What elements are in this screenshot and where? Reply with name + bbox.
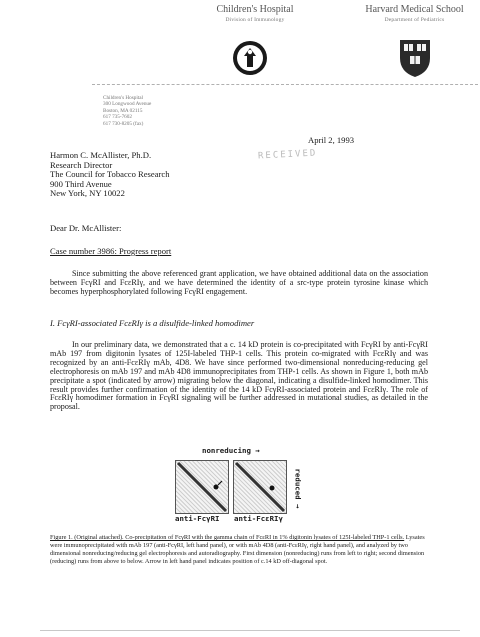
figure-side-label: reduced → bbox=[293, 468, 303, 509]
return-address-line: 300 Longwood Avenue bbox=[103, 101, 152, 108]
return-address-line: Boston, MA 02115 bbox=[103, 107, 143, 114]
right-department: Department of Pediatrics bbox=[384, 17, 445, 23]
recipient-name: Harmon C. McAllister, Ph.D. bbox=[50, 150, 152, 160]
right-institution: Harvard Medical School bbox=[365, 4, 464, 15]
left-division: Division of Immunology bbox=[225, 17, 285, 23]
return-address-line: 617 730-8205 (fax) bbox=[103, 120, 144, 127]
caption-underlined: Figure 1. (Original attached). Co-precipitation of FcγRI with the gamma chain of FcεRI in 1% digitonin lysates of 125I-labeled THP-1 cells. bbox=[50, 534, 405, 541]
figure-right-label: anti-FcεRIγ bbox=[234, 514, 283, 523]
recipient-street: 900 Third Avenue bbox=[50, 178, 112, 189]
recipient-block bbox=[50, 151, 290, 199]
hospital-logo-icon bbox=[232, 40, 268, 76]
figure-caption bbox=[50, 534, 434, 566]
received-stamp: RECEIVED bbox=[257, 148, 318, 162]
recipient-title: Research Director bbox=[50, 159, 113, 170]
footer-divider bbox=[40, 630, 460, 631]
letterhead-divider bbox=[92, 84, 478, 85]
section-heading: I. FcγRI-associated FcεRIγ is a disulfide-linked homodimer bbox=[50, 318, 255, 328]
recipient-org: The Council for Tobacco Research bbox=[50, 169, 170, 180]
gel-panel-left bbox=[175, 460, 229, 514]
section-paragraph: In our preliminary data, we demonstrated that a c. 14 kD protein is co-precipitated with FcγRI by anti-FcγRI mAb 197 from digitonin lysates of 125I-labeled THP-1 cells. This protein co-migrated with FcεRIγ and was recognized by an anti-FcεRIγ mAb, 4D8. We have since performed two-dimensional nonreducing-reducing gel electrophoresis on mAb 197 and mAb 4D8 immunoprecipitates from THP-1 cells. As shown in Figure 1, both mAb precipitate a spot (indicated by arrow) migrating below the diagonal, indicating a disulfide-linked homodimer. This result provides further confirmation of the identity of the 14 kD FcγRI-associated protein and FcεRIγ. The role of FcεRIγ homodimer formation in FcγRI signaling will be further addressed in mutational studies, as detailed in the proposal. bbox=[50, 340, 428, 412]
gel-panel-right bbox=[233, 460, 287, 514]
return-address-line: Children's Hospital bbox=[103, 95, 143, 101]
letterhead-left bbox=[200, 4, 310, 26]
letterhead-right bbox=[352, 4, 477, 26]
return-address-line: 617 735-7602 bbox=[103, 114, 132, 121]
letter-date: April 2, 1993 bbox=[308, 135, 355, 145]
case-line: Case number 3986: Progress report bbox=[50, 246, 172, 256]
recipient-city: New York, NY 10022 bbox=[50, 188, 125, 199]
figure-left-label: anti-FcγRI bbox=[175, 514, 220, 523]
harvard-shield-icon bbox=[398, 38, 432, 78]
figure-top-label: nonreducing → bbox=[202, 446, 260, 455]
intro-paragraph: Since submitting the above referenced grant application, we have obtained additional data on the association between FcγRI and FcεRIγ, and we have determined the identity of a src-type protein tyrosine kinase which becomes hyperphosphorylated following FcγRI engagement. bbox=[50, 269, 428, 296]
caption-rest: Lysates were immunoprecipitated with mAb 197 (anti-FcγRI, left hand panel), or with mAb 4D8 (anti-FcεRIγ, right hand panel), and analyzed by two dimensional nonreducing/reducing gel electrophoresis and autoradiography. First dimension (nonreducing) runs from left to right; second dimension (reducing) runs from above to below. Arrow in left hand panel indicates position of c.14 kD off-diagonal spot. bbox=[50, 534, 425, 565]
return-address bbox=[103, 95, 233, 127]
salutation: Dear Dr. McAllister: bbox=[50, 223, 122, 233]
figure-side-label-wrap bbox=[282, 464, 322, 514]
left-institution: Children's Hospital bbox=[216, 4, 294, 15]
